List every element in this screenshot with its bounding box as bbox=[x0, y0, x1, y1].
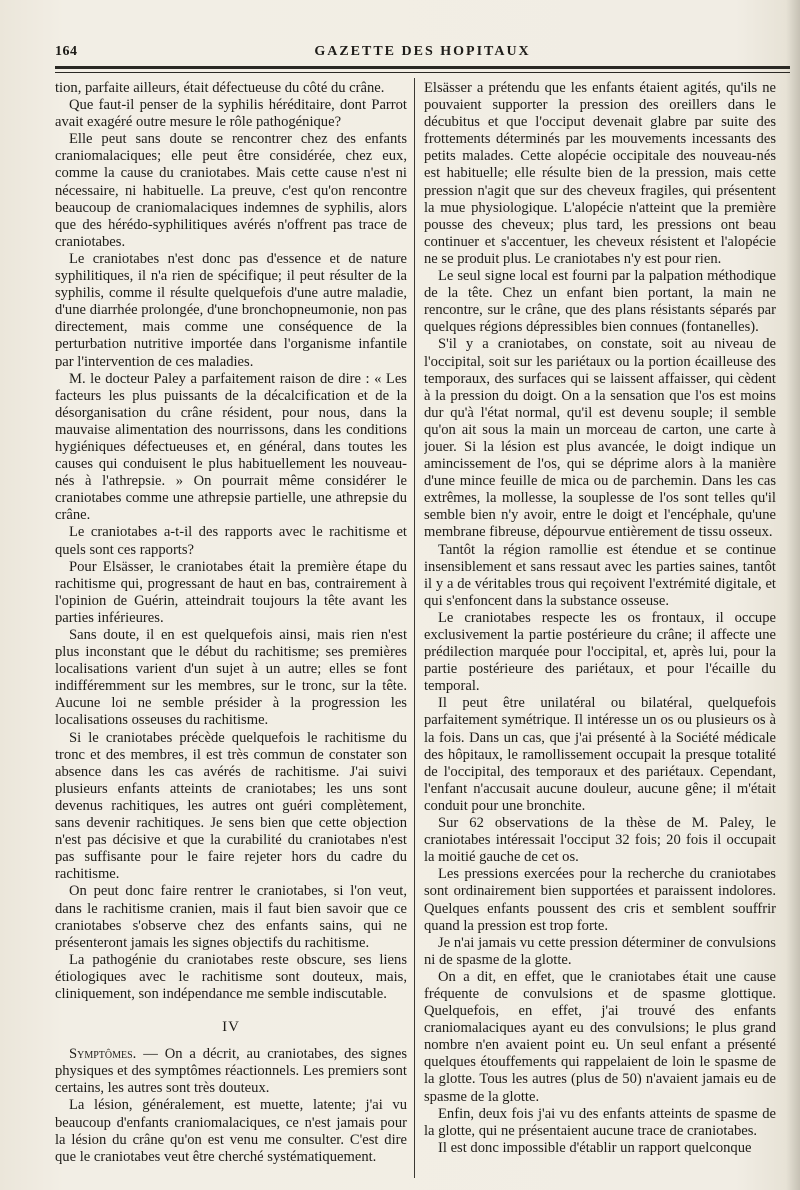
paragraph: Sans doute, il en est quelquefois ainsi, mais rien n'est plus inconstant que le début du rachitisme; ses premières localisations varient d'un sujet à un autre; elles se font indifféremment sur les membres, sur le tronc, sur la tête. Aucune loi ne semble présider à la progression les localisations osseuses du rachitisme. bbox=[55, 627, 407, 729]
paragraph: Je n'ai jamais vu cette pression déterminer de convulsions ni de spasme de la glotte. bbox=[424, 934, 776, 968]
paragraph: On a dit, en effet, que le craniotabes était une cause fréquente de convulsions et de spasme glottique. Quelquefois, en effet, j'ai trouvé des enfants craniomalaciques ayant eu des convulsions; le plus grand nombre n'en avaient point eu. Un seul enfant a présenté quelques étouffements qui rappelaient de loin le spasme de la glotte. Tous les autres (plus de 50) n'avaient jamais eu de spasme de la glotte. bbox=[424, 968, 776, 1105]
paragraph: Il est donc impossible d'établir un rapport quelconque bbox=[438, 1139, 752, 1156]
paragraph: Le seul signe local est fourni par la palpation méthodique de la tête. Chez un enfant bien portant, la main ne rencontre, sur le crâne, que des plans résistants séparés par quelques régions dépressibles bien connues (fontanelles). bbox=[424, 268, 776, 336]
paragraph: La lésion, généralement, est muette, latente; j'ai vu beaucoup d'enfants craniomalaciques, ce n'est jamais pour la lésion du crâne qu'on est venu me consulter. C'est dire que le craniotabes veut être cherché systématiquement. bbox=[55, 1097, 407, 1165]
paragraph: tion, parfaite ailleurs, était défectueuse du côté du crâne. bbox=[55, 80, 385, 96]
paragraph: Elle peut sans doute se rencontrer chez des enfants craniomalaciques; elle peut être considérée, chez eux, comme la cause du craniotabes. Mais cette cause n'est ni nécessaire, ni habituelle. La preuve, c'est qu'on rencontre beaucoup de craniomalaciques indemnes de syphilis, alors que des hérédo-syphilitiques avérés n'offrent pas trace de craniotabes. bbox=[55, 131, 407, 250]
paragraph: Si le craniotabes précède quelquefois le rachitisme du tronc et des membres, il est très commun de constater son absence dans les cas avérés de rachitisme. J'ai suivi plusieurs enfants atteints de craniotabes; les uns sont devenus rachitiques, les autres ont guéri complètement, sans devenir rachitiques. Je sens bien que cette objection n'est pas décisive et que la curabilité du craniotabes n'est pas suffisante pour le faire rejeter hors du cadre du rachitisme. bbox=[55, 729, 407, 883]
paragraph-text: — On a décrit, au craniotabes, des signes physiques et des symptômes réactionnels. Les premiers sont certains, les autres sont très douteux. bbox=[55, 1046, 407, 1097]
paragraph: Sur 62 observations de la thèse de M. Paley, le craniotabes intéressait l'occiput 32 fois; 20 fois il occupait la moitié gauche de cet os. bbox=[424, 815, 776, 866]
paragraph: Les pressions exercées pour la recherche du craniotabes sont ordinairement bien supportées et paraissent indolores. Quelques enfants poussent des cris et semblent souffrir quand la pression est trop forte. bbox=[424, 866, 776, 934]
section-heading-symptomes: Symptômes. bbox=[69, 1046, 137, 1063]
paragraph: Que faut-il penser de la syphilis héréditaire, dont Parrot avait exagéré outre mesure le rôle pathogénique? bbox=[55, 97, 407, 131]
header-rule-thin bbox=[55, 72, 790, 73]
paragraph: Elsässer a prétendu que les enfants étaient agités, qu'ils ne pouvaient supporter la pression des oreillers dans le décubitus et que l'occiput devenait glabre par suite des frottements déterminés par les mouvements incessants des petits malades. Cette alopécie occipitale des nouveau-nés est habituelle; elle résulte bien de la pression, mais cette pression n'agit que sur des cheveux fragiles, qui présentent la mue physiologique. L'alopécie n'atteint que la première pousse des cheveux; plus tard, les pressions ont beau continuer et s'accentuer, les cheveux résistent et l'alopécie ne se produit plus. Le craniotabes n'y est pour rien. bbox=[424, 80, 776, 267]
paragraph: Le craniotabes respecte les os frontaux, il occupe exclusivement la partie postérieure du crâne; il affecte une prédilection marquée pour l'occipital, et, après lui, pour la partie postérieure des pariétaux, et pour l'écaille du temporal. bbox=[424, 609, 776, 695]
paragraph: Le craniotabes n'est donc pas d'essence et de nature syphilitiques, il n'a rien de spécifique; il peut résulter de la syphilis, comme il résulte quelquefois d'une autre maladie, d'une diarrhée prolongée, d'une bronchopneumonie, non pas directement, mais comme une conséquence de la perturbation nutritive importée dans l'organisme infantile par l'intervention de ces maladies. bbox=[55, 250, 407, 370]
journal-title: GAZETTE DES HOPITAUX bbox=[314, 44, 531, 59]
paragraph: Le craniotabes a-t-il des rapports avec le rachitisme et quels sont ces rapports? bbox=[55, 524, 407, 558]
header-rule-thick bbox=[55, 66, 790, 69]
left-column bbox=[55, 80, 407, 1180]
page-number: 164 bbox=[55, 44, 78, 59]
paragraph: La pathogénie du craniotabes reste obscure, ses liens étiologiques avec le rachitisme sont douteux, mais, cliniquement, son indépendance me semble indiscutable. bbox=[55, 951, 407, 1002]
section-number: IV bbox=[222, 1019, 240, 1036]
paragraph: Enfin, deux fois j'ai vu des enfants atteints de spasme de la glotte, qui ne présentaient aucune trace de craniotabes. bbox=[424, 1105, 776, 1139]
paragraph: On peut donc faire rentrer le craniotabes, si l'on veut, dans le rachitisme cranien, mais il faut bien savoir que ce craniotabes s'observe chez des enfants sains, qui ne présenteront jamais les signes objectifs du rachitisme. bbox=[55, 883, 407, 951]
page-header bbox=[55, 44, 790, 68]
paragraph: M. le docteur Paley a parfaitement raison de dire : « Les facteurs les plus puissants de la décalcification et de la désorganisation du crâne résident, pour nous, dans la mauvaise alimentation des nourrissons, dans les conditions hygiéniques défectueuses et, en général, dans toutes les causes qui conduisent le plus habituellement les nouveau-nés à l'athrepsie. » On pourrait même considérer le craniotabes comme une athrepsie partielle, une athrepsie du crâne. bbox=[55, 370, 407, 524]
page-edge-shadow bbox=[786, 0, 800, 1190]
paragraph: Il peut être unilatéral ou bilatéral, quelquefois parfaitement symétrique. Il intéresse un os ou plusieurs os à la fois. Dans un cas, que j'ai présenté à la Société médicale des hôpitaux, le ramollissement occupait la presque totalité de l'occipital, des temporaux et des pariétaux. Cependant, l'enfant n'accusait aucune douleur, aucune gêne; il m'était conduit pour une bronchite. bbox=[424, 695, 776, 814]
paragraph-symptomes bbox=[55, 1046, 407, 1097]
right-column bbox=[424, 80, 776, 1180]
paragraph: S'il y a craniotabes, on constate, soit au niveau de l'occipital, soit sur les pariétaux ou la portion écailleuse des temporaux, des surfaces qui se laissent affaisser, qui cèdent à la pression du doigt. On a la sensation que l'os est moins dur qu'à l'état normal, qu'il est devenu souple; il semble qu'on ait sous la main un morceau de carton, une carte à jouer. Si la lésion est plus avancée, le doigt indique un amincissement de l'os, qui se déprime alors à la manière d'une mince feuille de mica ou de parchemin. Dans les cas extrêmes, la mollesse, la souplesse de l'os sont telles qu'il semble bien n'y avoir, entre le doigt et l'encéphale, qu'une membrane fibreuse, dépourvue entièrement de tissu osseux. bbox=[424, 336, 776, 541]
paragraph: Pour Elsässer, le craniotabes était la première étape du rachitisme qui, progressant de haut en bas, contrairement à l'opinion de Guérin, atteindrait toujours la tête avant les parties inférieures. bbox=[55, 558, 407, 626]
column-divider bbox=[414, 78, 415, 1178]
paragraph: Tantôt la région ramollie est étendue et se continue insensiblement et sans ressaut avec les parties saines, tantôt il y a de véritables trous qui reçoivent l'extrémité digitale, et qui s'enfoncent dans la substance osseuse. bbox=[424, 541, 776, 609]
